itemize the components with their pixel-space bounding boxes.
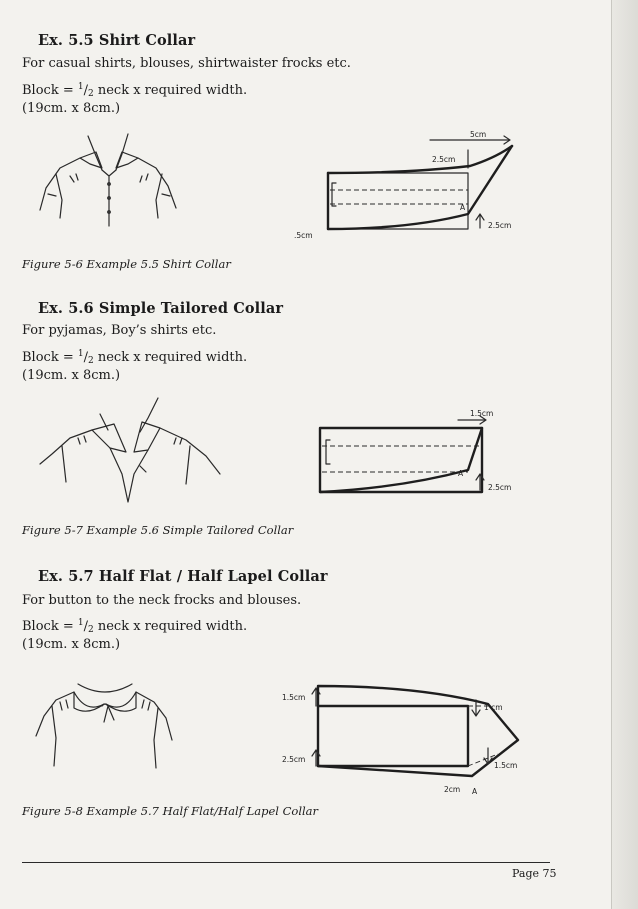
label-1-5cm-right: 1.5cm xyxy=(494,761,518,770)
label-5cm: 5cm xyxy=(470,130,487,139)
page-edge xyxy=(611,0,638,909)
tailored-collar-pattern xyxy=(290,408,530,498)
section-heading: Ex. 5.7 Half Flat / Half Lapel Collar xyxy=(38,568,328,585)
label-2-5cm: 2.5cm xyxy=(488,221,512,230)
figure-caption: Figure 5-8 Example 5.7 Half Flat/Half Lapel Collar xyxy=(22,804,319,818)
figure-caption: Figure 5-7 Example 5.6 Simple Tailored Collar xyxy=(22,523,294,537)
usage-text: For casual shirts, blouses, shirtwaister frocks etc. xyxy=(22,56,351,71)
label-a: A xyxy=(460,203,466,212)
label-a: A xyxy=(472,787,478,796)
label-0-5cm: .5cm xyxy=(294,231,313,240)
figure-caption: Figure 5-6 Example 5.5 Shirt Collar xyxy=(22,257,231,271)
shirt-collar-pattern xyxy=(290,128,530,248)
tailored-collar-sketch xyxy=(30,394,230,506)
half-lapel-collar-pattern xyxy=(268,676,530,801)
block-formula: Block = $^1/_2$ neck x required width. xyxy=(22,618,248,635)
label-2-5cm: 2.5cm xyxy=(282,755,306,764)
block-formula: Block = $^1/_2$ neck x required width. xyxy=(22,349,248,366)
block-formula: Block = $^1/_2$ neck x required width. xyxy=(22,82,248,99)
label-1-5cm-top: 1.5cm xyxy=(282,693,306,702)
shirt-collar-sketch xyxy=(30,128,180,233)
label-2-5cm: 2.5cm xyxy=(488,483,512,492)
label-2cm: 2cm xyxy=(444,785,461,794)
label-1-5cm: 1.5cm xyxy=(470,409,494,418)
block-dimensions: (19cm. x 8cm.) xyxy=(22,637,121,652)
usage-text: For pyjamas, Boy’s shirts etc. xyxy=(22,323,217,338)
label-2-5cm-top: 2.5cm xyxy=(432,155,456,164)
section-heading: Ex. 5.6 Simple Tailored Collar xyxy=(38,300,284,317)
section-heading: Ex. 5.5 Shirt Collar xyxy=(38,32,196,49)
half-lapel-collar-sketch xyxy=(30,670,180,775)
page-number: Page 75 xyxy=(512,867,557,880)
label-1cm: 1 cm xyxy=(484,703,503,712)
block-dimensions: (19cm. x 8cm.) xyxy=(22,368,121,383)
usage-text: For button to the neck frocks and blouses. xyxy=(22,593,302,608)
footer-rule xyxy=(22,862,550,863)
label-a: A xyxy=(458,469,464,478)
block-dimensions: (19cm. x 8cm.) xyxy=(22,101,121,116)
